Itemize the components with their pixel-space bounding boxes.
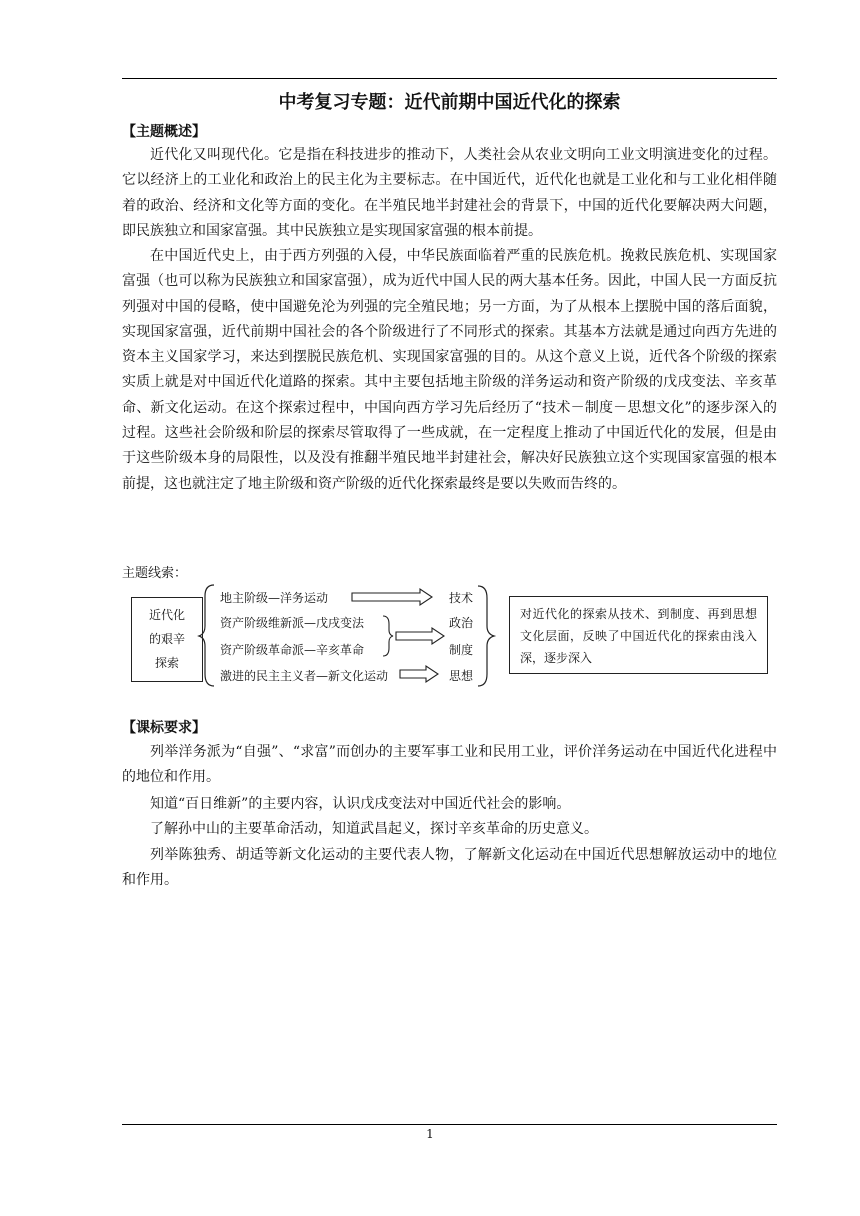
branch-item: 资产阶级革命派—辛亥革命: [220, 643, 365, 657]
small-brace: [383, 616, 393, 656]
page-title: 中考复习专题：近代前期中国近代化的探索: [278, 92, 621, 113]
overview-paragraph-1: 近代化又叫现代化。它是指在科技进步的推动下，人类社会从农业文明向工业文明演进变化的过程。它以经济上的工业化和政治上的民主化为主要标志。在中国近代，近代化也就是工业化和与工业化相伴随着的政治、经济和文化等方面的变化。在半殖民地半封建社会的背景下，中国的近代化要解决两大问题，即民族独立和国家富强。其中民族独立是实现国家富强的根本前提。: [122, 147, 777, 239]
branch-item: 资产阶级维新派—戊戌变法: [220, 616, 365, 630]
arrow-icon: [352, 589, 432, 605]
page-number: 1: [426, 1127, 434, 1141]
left-box-line: 的艰辛: [148, 632, 185, 646]
curriculum-paragraph-3: 了解孙中山的主要革命活动，知道武昌起义，探讨辛亥革命的历史意义。: [150, 821, 598, 837]
left-box: [131, 597, 203, 682]
branch-item: 地主阶级—洋务运动: [220, 591, 329, 605]
conclusion-box: 对近代化的探索从技术、到制度、再到思想文化层面，反映了中国近代化的探索由浅入深，逐步深入: [509, 596, 768, 674]
curriculum-heading: 【课标要求】: [122, 720, 206, 736]
branch-item: 激进的民主主义者—新文化运动: [220, 669, 389, 683]
curriculum-paragraph-1: 列举洋务派为“自强”、“求富”而创办的主要军事工业和民用工业，评价洋务运动在中国近代化进程中的地位和作用。: [122, 744, 777, 786]
arrow-icon: [396, 628, 444, 644]
overview-heading: 【主题概述】: [122, 124, 206, 140]
curriculum-paragraph-2: 知道“百日维新”的主要内容，认识戊戌变法对中国近代社会的影响。: [150, 796, 571, 812]
curriculum-paragraph-4: 列举陈独秀、胡适等新文化运动的主要代表人物，了解新文化运动在中国近代思想解放运动中的地位和作用。: [122, 847, 777, 889]
right-brace: [478, 586, 494, 686]
overview-paragraph-2: 在中国近代史上，由于西方列强的入侵，中华民族面临着严重的民族危机。挽救民族危机、实现国家富强（也可以称为民族独立和国家富强），成为近代中国人民的两大基本任务。因此，中国人民一方面反抗列强对中国的侵略，使中国避免沦为列强的完全殖民地；另一方面，为了从根本上摆脱中国的落后面貌，实现国家富强，近代前期中国社会的各个阶级进行了不同形式的探索。其基本方法就是通过向西方先进的资本主义国家学习，来达到摆脱民族危机、实现国家富强的目的。从这个意义上说，近代各个阶级的探索实质上就是对中国近代化道路的探索。其中主要包括地主阶级的洋务运动和资产阶级的戊戌变法、辛亥革命、新文化运动。在这个探索过程中，中国向西方学习先后经历了“技术－制度－思想文化”的逐步深入的过程。这些社会阶级和阶层的探索尽管取得了一些成就，在一定程度上推动了中国近代化的发展，但是由于这些阶级本身的局限性，以及没有推翻半殖民地半封建社会，解决好民族独立这个实现国家富强的根本前提，这也就注定了地主阶级和资产阶级的近代化探索最终是要以失败而告终的。: [122, 248, 777, 492]
level-item: 政治: [449, 616, 474, 630]
arrow-icon: [400, 666, 438, 682]
left-box-line: 探索: [154, 656, 179, 670]
level-item: 思想: [449, 669, 474, 683]
level-item: 技术: [449, 591, 474, 605]
clue-label: 主题线索：: [122, 566, 188, 581]
footer-rule: [122, 1124, 777, 1125]
left-box-line: 近代化: [148, 608, 185, 622]
level-item: 制度: [449, 643, 474, 657]
